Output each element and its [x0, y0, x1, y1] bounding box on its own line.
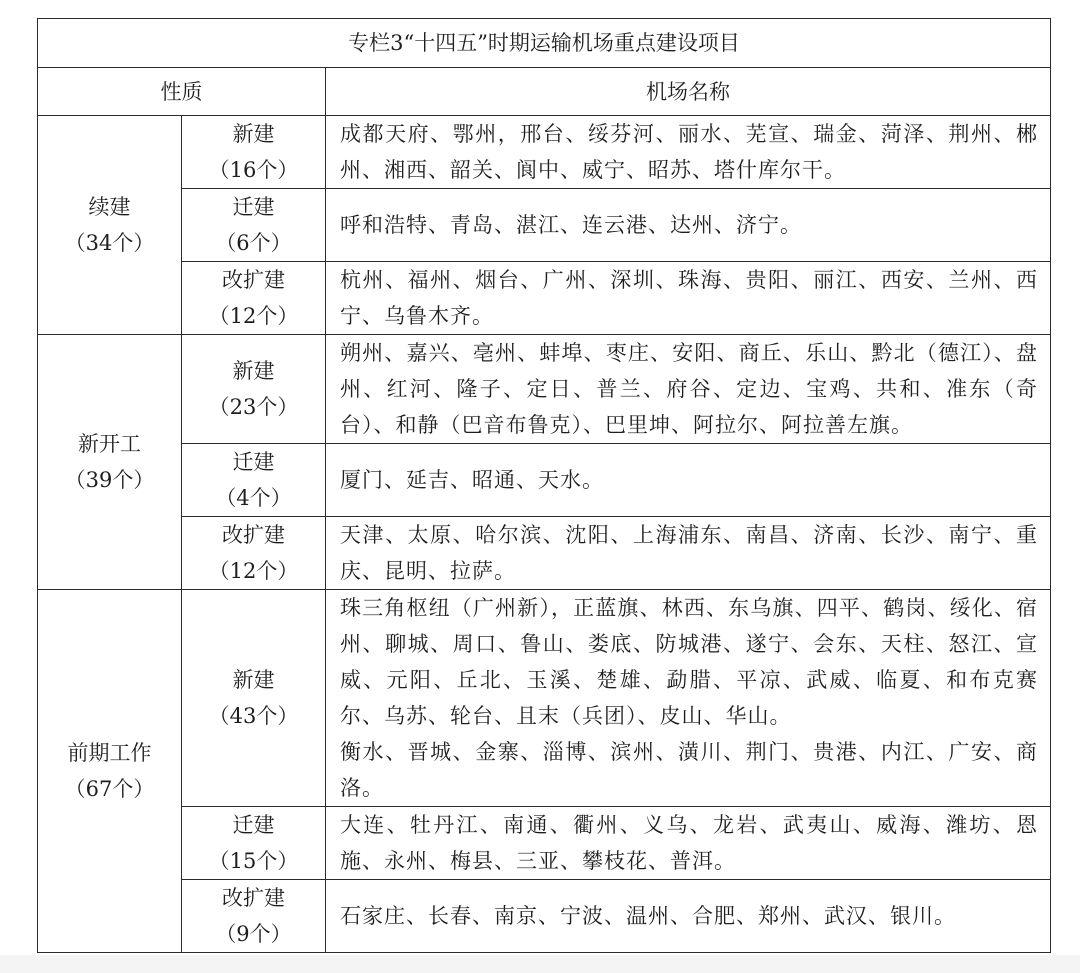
type-count: （4个）	[215, 486, 292, 510]
page-bottom-margin	[0, 955, 1080, 973]
table-row	[38, 262, 1051, 335]
type-label: 迁建	[232, 813, 275, 837]
table-title: 专栏3“十四五”时期运输机场重点建设项目	[38, 19, 1051, 68]
airport-names: 石家庄、长春、南京、宁波、温州、合肥、郑州、武汉、银川。	[326, 880, 1051, 953]
type-label: 迁建	[232, 195, 275, 219]
airport-names: 厦门、延吉、昭通、天水。	[326, 444, 1051, 517]
category-count: （67个）	[64, 777, 155, 801]
type-label: 迁建	[232, 450, 275, 474]
category-cell	[38, 335, 182, 590]
type-label: 改扩建	[222, 523, 285, 547]
category-cell	[38, 590, 182, 953]
category-count: （34个）	[64, 231, 155, 255]
type-label: 新建	[232, 122, 275, 146]
airport-names: 杭州、福州、烟台、广州、深圳、珠海、贵阳、丽江、西安、兰州、西宁、乌鲁木齐。	[326, 262, 1051, 335]
table-row	[38, 590, 1051, 807]
type-label: 改扩建	[222, 886, 285, 910]
type-cell	[182, 262, 326, 335]
table-row	[38, 880, 1051, 953]
type-label: 新建	[232, 668, 275, 692]
type-count: （6个）	[215, 231, 292, 255]
airport-names: 成都天府、鄂州，邢台、绥芬河、丽水、芜宣、瑞金、菏泽、荆州、郴州、湘西、韶关、阆中、威宁、昭苏、塔什库尔干。	[326, 116, 1051, 189]
table-row	[38, 517, 1051, 590]
type-cell	[182, 116, 326, 189]
category-label: 前期工作	[67, 741, 152, 765]
table-row	[38, 335, 1051, 444]
type-count: （9个）	[215, 922, 292, 946]
type-count: （43个）	[208, 704, 299, 728]
header-row	[38, 68, 1051, 116]
type-count: （16个）	[208, 158, 299, 182]
type-count: （12个）	[208, 559, 299, 583]
type-cell	[182, 807, 326, 880]
type-count: （12个）	[208, 304, 299, 328]
category-label: 续建	[88, 195, 131, 219]
airport-names-cell	[326, 590, 1051, 807]
airport-names: 朔州、嘉兴、亳州、蚌埠、枣庄、安阳、商丘、乐山、黔北（德江）、盘州、红河、隆子、定日、普兰、府谷、定边、宝鸡、共和、准东（奇台）、和静（巴音布鲁克）、巴里坤、阿拉尔、阿拉善左旗。	[326, 335, 1051, 444]
type-cell	[182, 189, 326, 262]
table-row	[38, 807, 1051, 880]
type-count: （15个）	[208, 849, 299, 873]
airport-names-extra: 衡水、晋城、金寨、淄博、滨州、潢川、荆门、贵港、内江、广安、商洛。	[340, 740, 1039, 800]
airport-names: 珠三角枢纽（广州新），正蓝旗、林西、东乌旗、四平、鹤岗、绥化、宿州、聊城、周口、鲁山、娄底、防城港、遂宁、会东、天柱、怒江、宣威、元阳、丘北、玉溪、楚雄、勐腊、平凉、武威、临夏、和布克赛尔、乌苏、轮台、且末（兵团）、皮山、华山。	[340, 596, 1039, 728]
type-label: 改扩建	[222, 268, 285, 292]
airport-names: 天津、太原、哈尔滨、沈阳、上海浦东、南昌、济南、长沙、南宁、重庆、昆明、拉萨。	[326, 517, 1051, 590]
table-row	[38, 444, 1051, 517]
title-row	[38, 19, 1051, 68]
category-cell	[38, 116, 182, 335]
airport-names: 大连、牡丹江、南通、衢州、义乌、龙岩、武夷山、威海、潍坊、恩施、永州、梅县、三亚、攀枝花、普洱。	[326, 807, 1051, 880]
header-nature: 性质	[38, 68, 326, 116]
table-row	[38, 116, 1051, 189]
type-cell	[182, 517, 326, 590]
airport-projects-table	[37, 18, 1051, 953]
table-row	[38, 189, 1051, 262]
type-cell	[182, 444, 326, 517]
type-count: （23个）	[208, 395, 299, 419]
type-cell	[182, 880, 326, 953]
type-label: 新建	[232, 359, 275, 383]
category-label: 新开工	[78, 432, 141, 456]
header-airport-names: 机场名称	[326, 68, 1051, 116]
type-cell	[182, 335, 326, 444]
airport-names: 呼和浩特、青岛、湛江、连云港、达州、济宁。	[326, 189, 1051, 262]
category-count: （39个）	[64, 468, 155, 492]
type-cell	[182, 590, 326, 807]
